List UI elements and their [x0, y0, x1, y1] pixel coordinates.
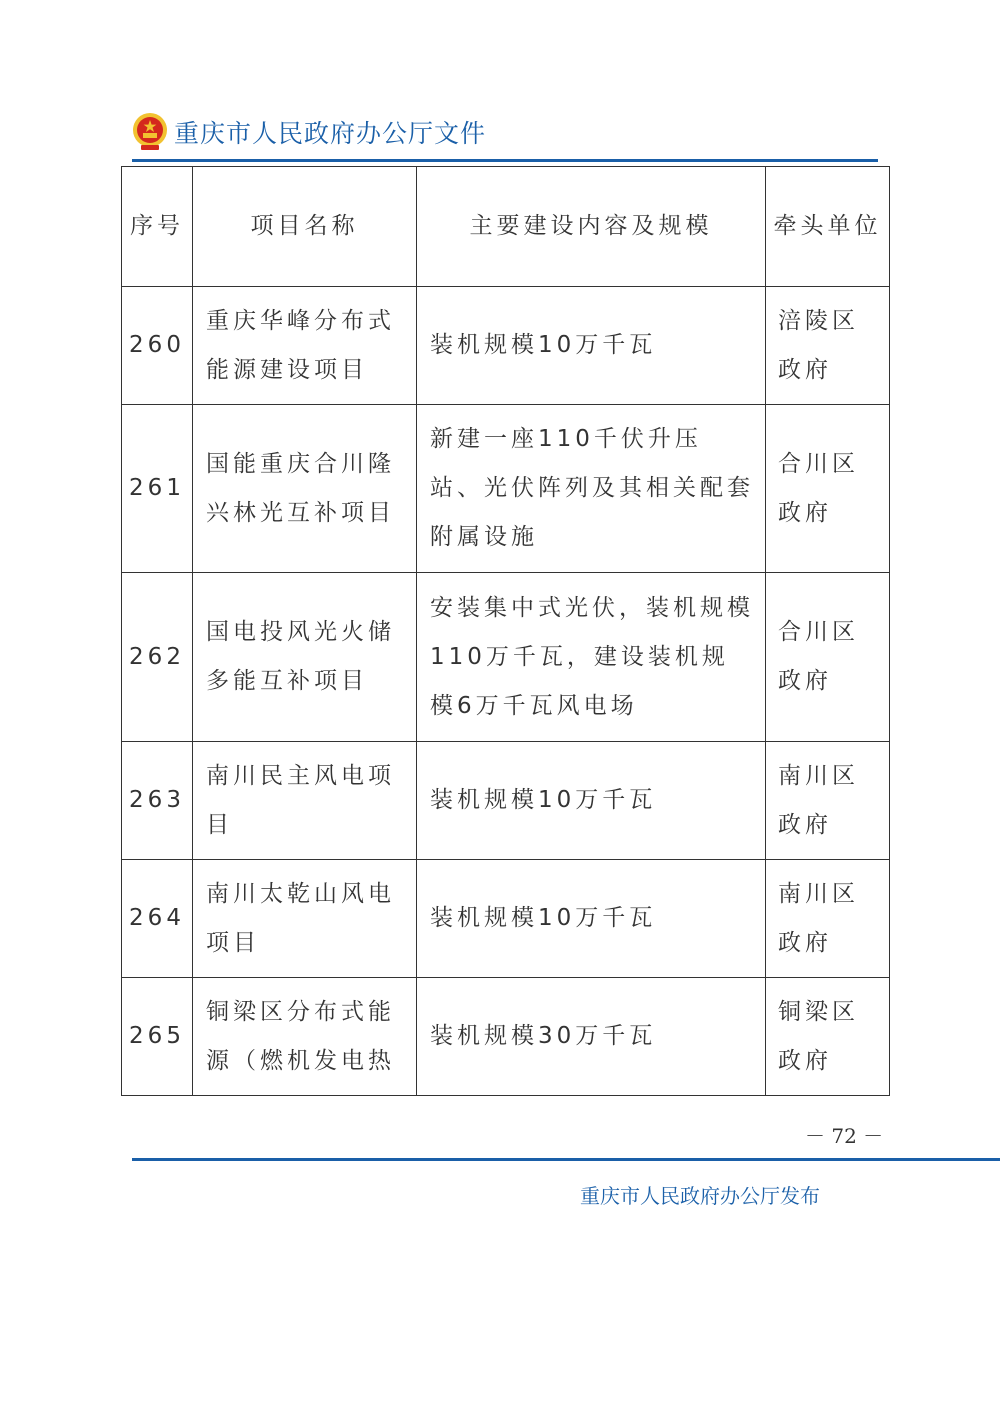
- row-name: 重庆华峰分布式能源建设项目: [193, 287, 417, 405]
- row-name: 铜梁区分布式能源（燃机发电热: [193, 978, 417, 1096]
- header-unit: 牵头单位: [766, 167, 890, 287]
- row-no: 262: [122, 573, 193, 742]
- header-divider: [132, 159, 878, 162]
- row-unit: 铜梁区政府: [766, 978, 890, 1096]
- row-name: 国电投风光火储多能互补项目: [193, 573, 417, 742]
- table-row: [122, 742, 890, 860]
- header-no: 序号: [122, 167, 193, 287]
- projects-table: [121, 166, 890, 1096]
- row-no: 265: [122, 978, 193, 1096]
- header-name: 项目名称: [193, 167, 417, 287]
- row-no: 263: [122, 742, 193, 860]
- table-row: [122, 978, 890, 1096]
- table-row: [122, 573, 890, 742]
- footer-divider: [132, 1158, 1000, 1161]
- row-unit: 合川区政府: [766, 405, 890, 573]
- row-content: 装机规模30万千瓦: [417, 978, 766, 1096]
- row-content: 安装集中式光伏，装机规模110万千瓦，建设装机规模6万千瓦风电场: [417, 573, 766, 742]
- row-unit: 涪陵区政府: [766, 287, 890, 405]
- row-unit: 南川区政府: [766, 860, 890, 978]
- table-header-row: [122, 167, 890, 287]
- table-row: [122, 405, 890, 573]
- row-name: 国能重庆合川隆兴林光互补项目: [193, 405, 417, 573]
- row-name: 南川民主风电项目: [193, 742, 417, 860]
- row-name: 南川太乾山风电项目: [193, 860, 417, 978]
- page-number: － 72 －: [805, 1124, 884, 1148]
- table-row: [122, 287, 890, 405]
- row-content: 装机规模10万千瓦: [417, 287, 766, 405]
- header-content: 主要建设内容及规模: [417, 167, 766, 287]
- table-row: [122, 860, 890, 978]
- header-title: 重庆市人民政府办公厅文件: [174, 119, 487, 148]
- row-no: 260: [122, 287, 193, 405]
- row-content: 新建一座110千伏升压站、光伏阵列及其相关配套附属设施: [417, 405, 766, 573]
- row-content: 装机规模10万千瓦: [417, 860, 766, 978]
- footer-publisher: 重庆市人民政府办公厅发布: [580, 1184, 820, 1208]
- row-no: 261: [122, 405, 193, 573]
- row-no: 264: [122, 860, 193, 978]
- document-header: [132, 108, 486, 156]
- row-unit: 合川区政府: [766, 573, 890, 742]
- row-content: 装机规模10万千瓦: [417, 742, 766, 860]
- national-emblem-icon: [132, 112, 168, 152]
- row-unit: 南川区政府: [766, 742, 890, 860]
